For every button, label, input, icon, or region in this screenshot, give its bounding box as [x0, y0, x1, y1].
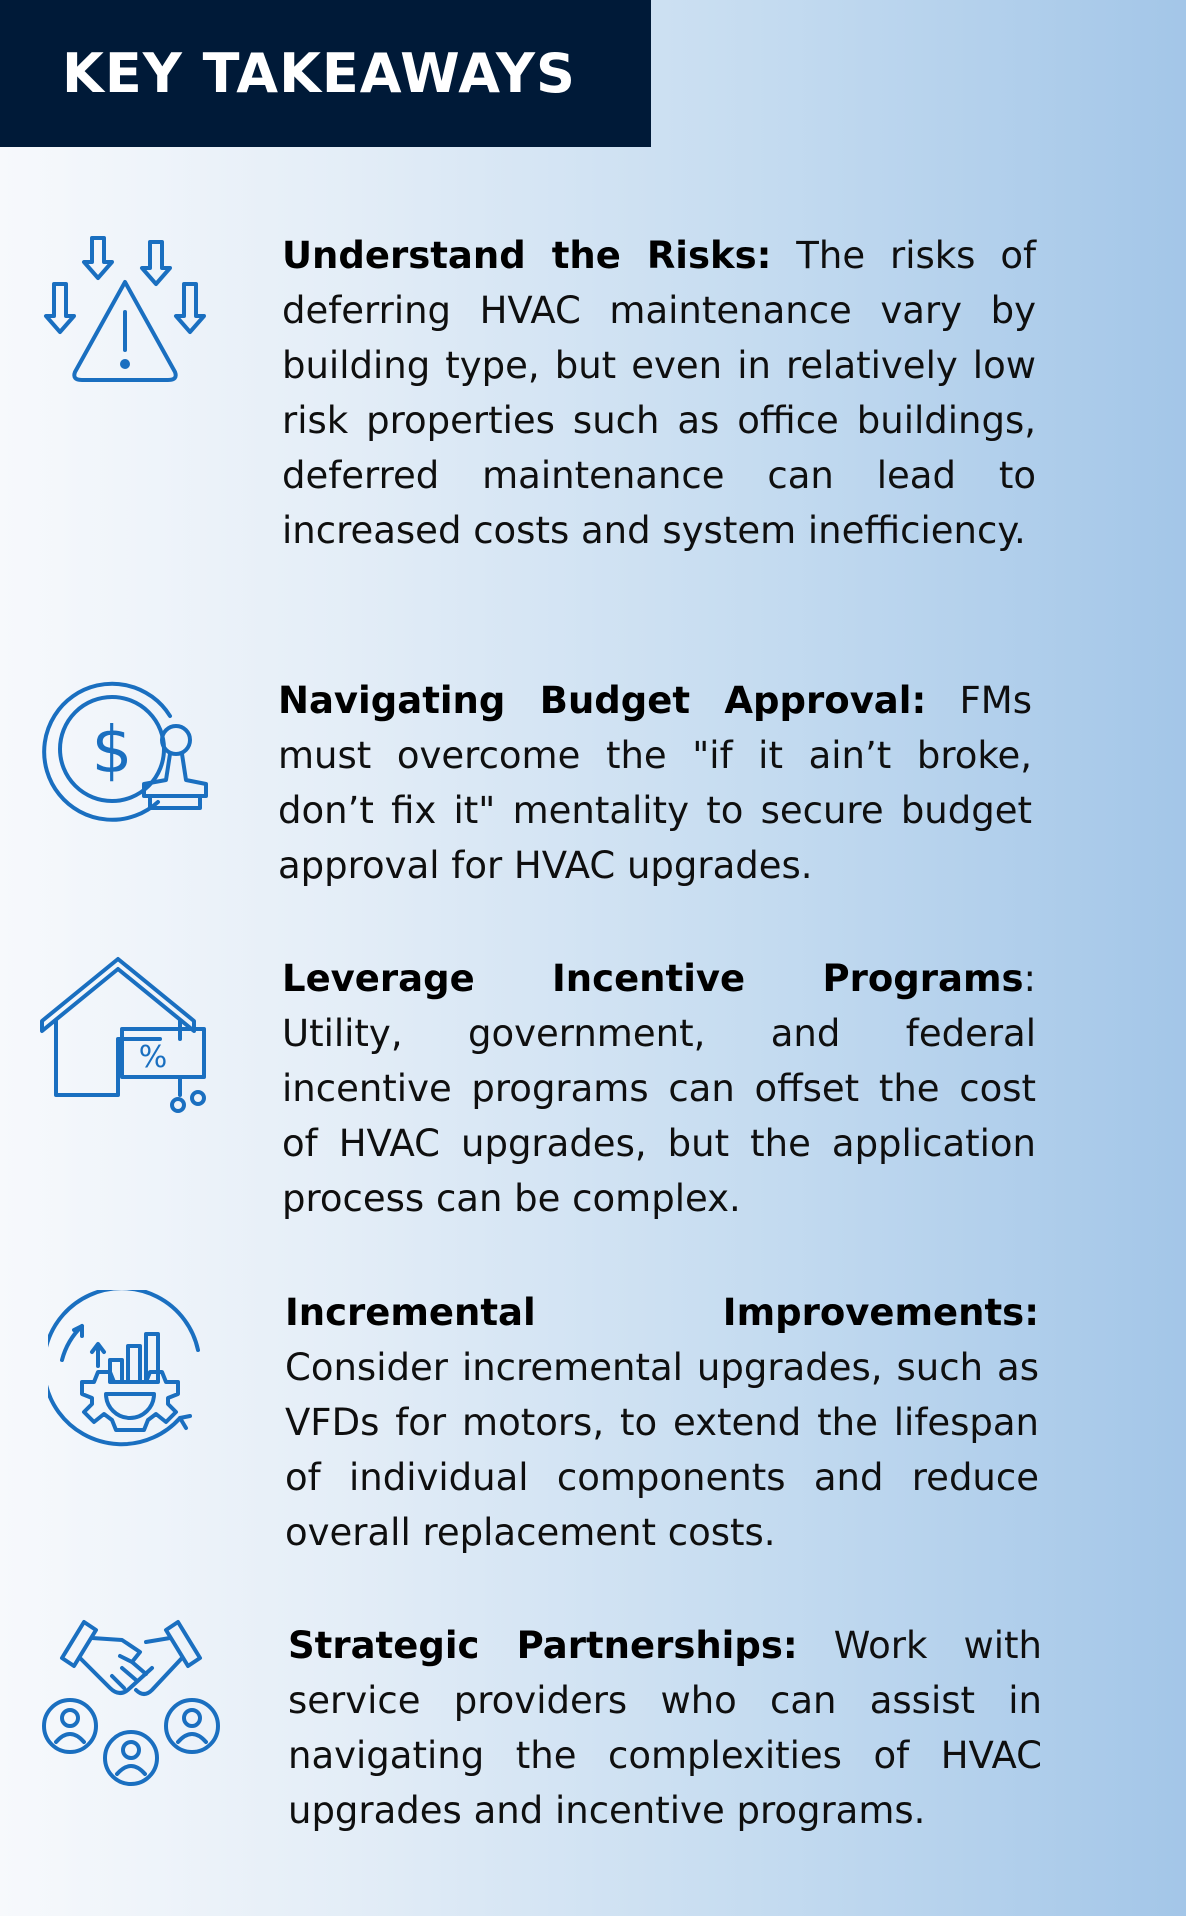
takeaway-heading: Incremental Improvements: [285, 1291, 1039, 1334]
header-banner [0, 0, 651, 147]
takeaway-body: FMs must overcome the "if it ain’t broke, don’t fix it" mentality to secure budget approval for HVAC upgrades. [278, 679, 1032, 887]
svg-text:%: % [138, 1040, 168, 1075]
takeaway-heading: Understand the Risks: [282, 234, 772, 277]
takeaway-body: : Utility, government, and federal incentive programs can offset the cost of HVAC upgrades, but the application process can be complex. [282, 957, 1036, 1220]
takeaway-body: The risks of deferring HVAC maintenance vary by building type, but even in relatively low risk properties such as office buildings, deferred maintenance can lead to increased costs and system inefficiency. [282, 234, 1036, 552]
dollar-stamp-icon [40, 676, 210, 822]
page-title: KEY TAKEAWAYS [62, 42, 576, 105]
takeaway-heading: Navigating Budget Approval: [278, 679, 927, 722]
warning-arrows-icon [40, 232, 210, 392]
takeaway-heading: Leverage Incentive Programs [282, 957, 1024, 1000]
takeaway-heading: Strategic Partnerships: [288, 1624, 798, 1667]
takeaway-strategic-partnerships [288, 1618, 1042, 1838]
takeaway-understand-risks [282, 228, 1036, 558]
handshake-people-icon [40, 1618, 222, 1788]
takeaway-budget-approval [278, 673, 1032, 893]
takeaway-incentive-programs [282, 951, 1036, 1226]
house-discount-icon [40, 955, 210, 1115]
takeaway-body: Consider incremental upgrades, such as VFDs for motors, to extend the lifespan of individual components and reduce overall replacement costs. [285, 1346, 1039, 1554]
takeaway-incremental-improvements [285, 1285, 1039, 1560]
svg-text:$: $ [91, 714, 133, 788]
takeaway-body: Work with service providers who can assist in navigating the complexities of HVAC upgrades and incentive programs. [288, 1624, 1043, 1832]
gear-growth-icon [48, 1290, 212, 1454]
